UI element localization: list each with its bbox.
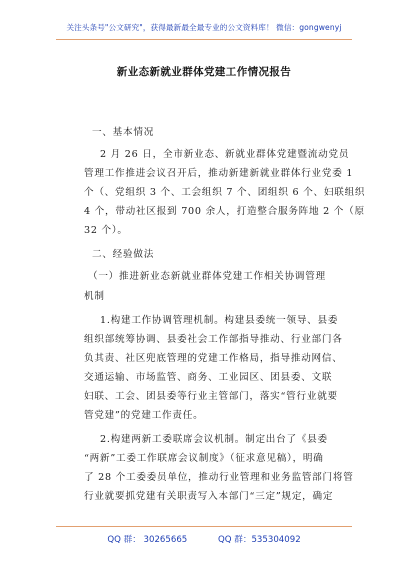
- subsection-heading-cont: 机制: [84, 291, 105, 302]
- paragraph-line: 32 个）。: [84, 225, 128, 236]
- paragraph-line: 妇联、工会、团县委等行业主管部门，落实“管行业就要: [84, 391, 338, 402]
- paragraph-line: 了 28 个工委委员单位，推动行业管理和业务监管部门将管: [84, 472, 354, 483]
- footer-qq-group-2: QQ 群：535304092: [218, 535, 301, 545]
- paragraph-line: 组织部统筹协调、县委社会工作部指导推动、行业部门各: [84, 334, 343, 345]
- footer: [0, 533, 408, 545]
- footer-divider: [56, 526, 352, 527]
- header-divider: [56, 39, 352, 40]
- paragraph-line: 2.构建两新工委联席会议机制。制定出台了《县委: [100, 434, 328, 445]
- paragraph-line: 个（、党组织 3 个、工会组织 7 个、团组织 6 个、妇联组织: [84, 187, 366, 198]
- paragraph-line: 4 个，带动社区报到 700 余人，打造整合服务阵地 2 个（原: [84, 206, 365, 217]
- section-heading-2: 二、经验做法: [92, 249, 155, 260]
- paragraph-line: 行业就要抓党建有关职责写入本部门“三定”规定，确定: [84, 491, 334, 502]
- subsection-heading: （一）推进新业态新就业群体党建工作相关协调管理: [88, 271, 326, 282]
- paragraph-line: 1.构建工作协调管理机制。构建县委统一领导、县委: [100, 315, 339, 326]
- paragraph-line: 管理工作推进会议召开后，推动新建新就业群体行业党委 1: [84, 168, 354, 179]
- paragraph-line: “两新”工委工作联席会议制度》（征求意见稿），明确: [84, 453, 324, 464]
- document-title: 新业态新就业群体党建工作情况报告: [116, 66, 292, 78]
- paragraph-line: 交通运输、市场监管、商务、工业园区、团县委、文联: [84, 372, 333, 383]
- paragraph-line: 管党建”的党建工作责任。: [84, 410, 204, 421]
- header-banner: 关注头条号"公文研究"，获得最新最全最专业的公文资料库！ 微信：gongwenyj: [66, 23, 342, 32]
- paragraph-line: 负其责、社区兜底管理的党建工作格局，指导推动网信、: [84, 353, 343, 364]
- paragraph-line: 2 月 26 日，全市新业态、新就业群体党建暨流动党员: [100, 149, 350, 160]
- section-heading-1: 一、基本情况: [92, 127, 155, 138]
- footer-qq-group-1: QQ 群： 30265665: [107, 535, 188, 545]
